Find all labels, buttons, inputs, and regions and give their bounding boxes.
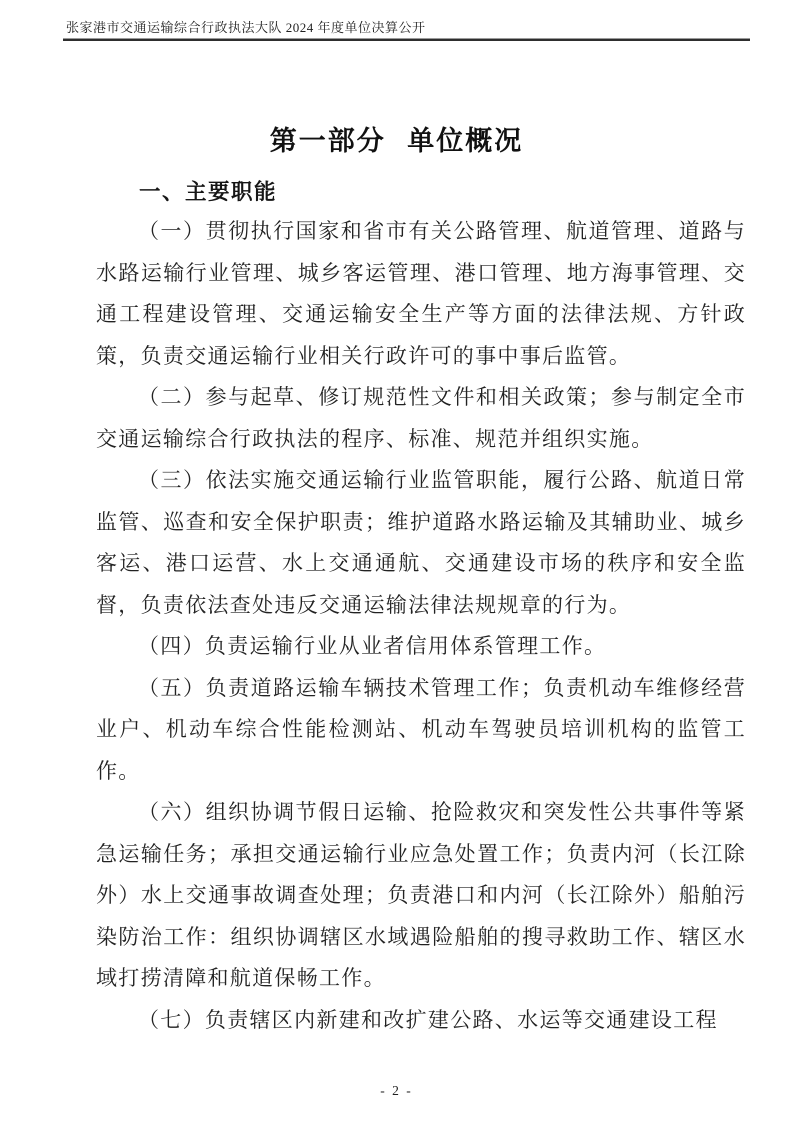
- document-body: [96, 211, 746, 1041]
- page-number: - 2 -: [380, 1083, 413, 1098]
- paragraph-6: （六）组织协调节假日运输、抢险救灾和突发性公共事件等紧急运输任务；承担交通运输行业应急处置工作；负责内河（长江除外）水上交通事故调查处理；负责港口和内河（长江除外）船舶污染防治工作：组织协调辖区水域遇险船舶的搜寻救助工作、辖区水域打捞清障和航道保畅工作。: [96, 800, 746, 990]
- page-header: [66, 17, 426, 36]
- paragraph-2: （二）参与起草、修订规范性文件和相关政策；参与制定全市交通运输综合行政执法的程序、标准、规范并组织实施。: [96, 385, 746, 451]
- paragraph-4: （四）负责运输行业从业者信用体系管理工作。: [138, 634, 607, 658]
- paragraph-3: （三）依法实施交通运输行业监管职能，履行公路、航道日常监管、巡查和安全保护职责；维护道路水路运输及其辅助业、城乡客运、港口运营、水上交通通航、交通建设市场的秩序和安全监督，负责依法查处违反交通运输法律法规规章的行为。: [96, 468, 746, 617]
- paragraph-7: （七）负责辖区内新建和改扩建公路、水运等交通建设工程: [138, 1007, 718, 1032]
- header-rule: [63, 38, 750, 41]
- page-footer: [0, 1083, 793, 1099]
- section-heading: 一、主要职能: [139, 180, 278, 204]
- paragraph-5: （五）负责道路运输车辆技术管理工作；负责机动车维修经营业户、机动车综合性能检测站、机动车驾驶员培训机构的监管工作。: [96, 675, 746, 783]
- header-title: 张家港市交通运输综合行政执法大队 2024 年度单位决算公开: [66, 20, 426, 35]
- paragraph-1: （一）贯彻执行国家和省市有关公路管理、航道管理、道路与水路运输行业管理、城乡客运管理、港口管理、地方海事管理、交通工程建设管理、交通运输安全生产等方面的法律法规、方针政策，负责交通运输行业相关行政许可的事中事后监管。: [96, 219, 746, 368]
- document-title: 第一部分 单位概况: [269, 126, 524, 156]
